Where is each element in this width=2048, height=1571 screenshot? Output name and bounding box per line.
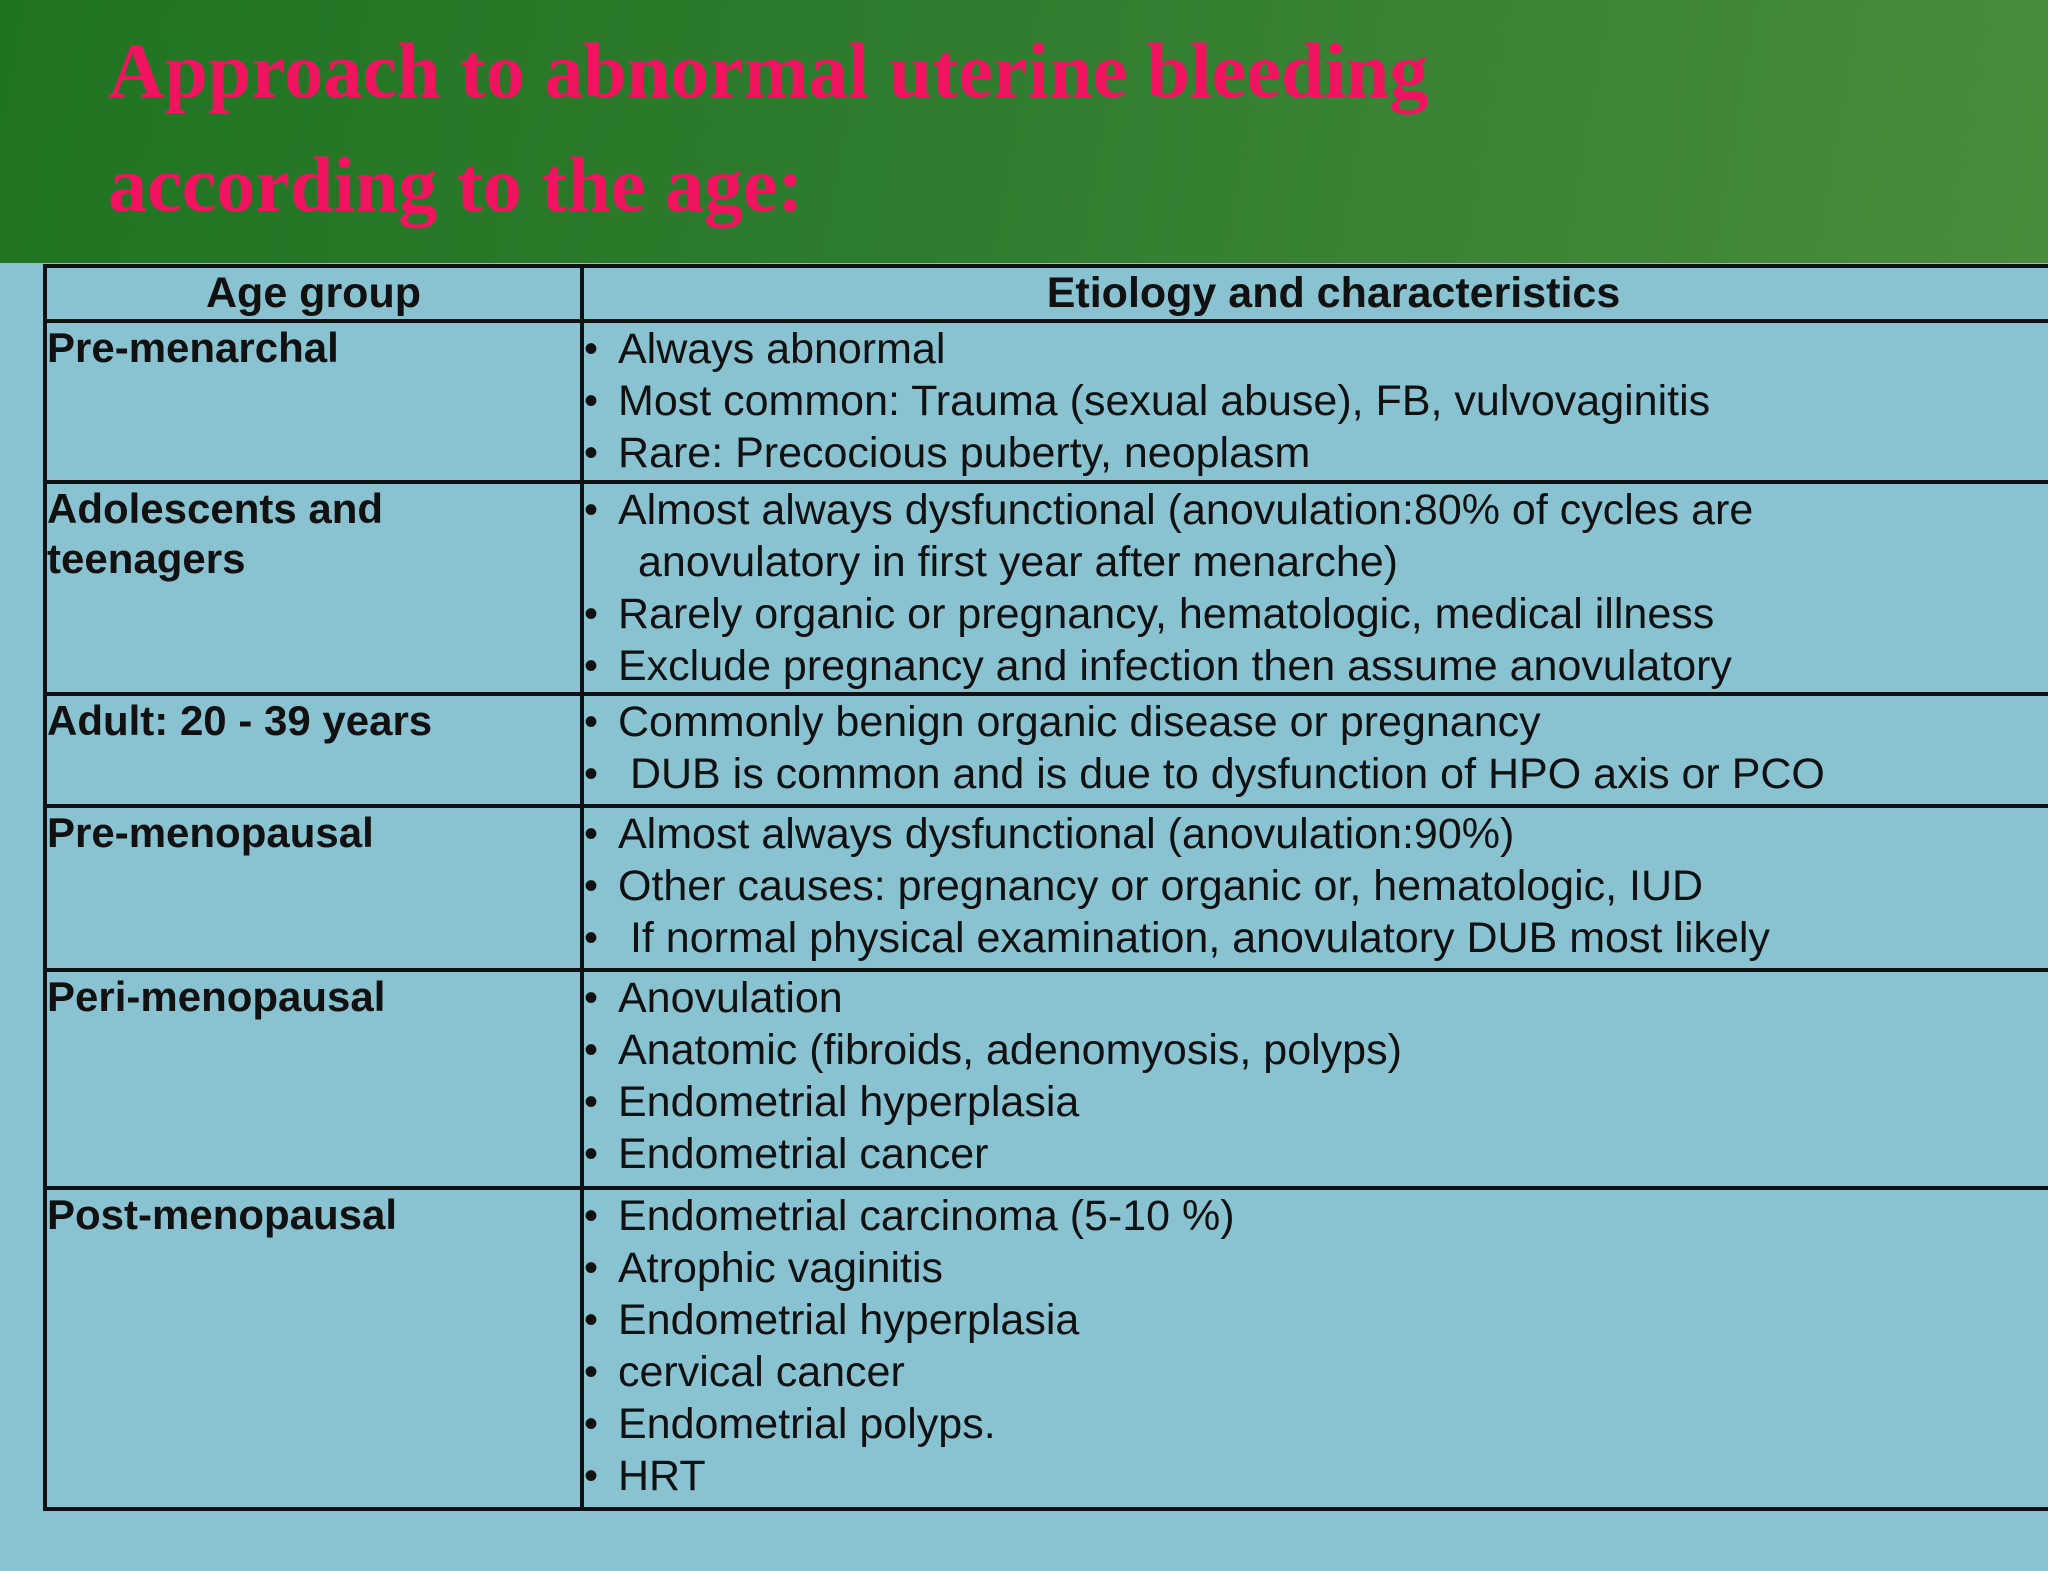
etiology-list (584, 484, 2048, 692)
header-etiology: Etiology and characteristics (582, 266, 2048, 321)
slide-title-line-1: Approach to abnormal uterine bleeding (108, 27, 1429, 114)
list-item: • Exclude pregnancy and infection then assume anovulatory (584, 640, 2048, 692)
list-item: • cervical cancer (584, 1346, 2048, 1398)
age-group-label: Pre-menopausal (47, 809, 374, 856)
age-group-cell (45, 482, 582, 694)
table-row (45, 482, 2048, 694)
age-group-cell (45, 970, 582, 1188)
list-item: • Endometrial polyps. (584, 1398, 2048, 1450)
list-item-text-continued: anovulatory in first year after menarche) (638, 538, 1398, 586)
list-item: • Most common: Trauma (sexual abuse), FB, vulvovaginitis (584, 375, 2048, 427)
etiology-list (584, 808, 2048, 964)
table-row (45, 970, 2048, 1188)
etiology-list (584, 696, 2048, 800)
age-group-label: Peri-menopausal (47, 973, 386, 1020)
table-header-row (45, 266, 2048, 321)
etiology-cell (582, 1188, 2048, 1509)
table-container (43, 264, 2048, 1519)
header-age-group: Age group (45, 266, 582, 321)
age-group-label: Adolescents and (47, 485, 384, 532)
list-item: • Rare: Precocious puberty, neoplasm (584, 427, 2048, 479)
list-item: • Anovulation (584, 972, 2048, 1024)
list-item: • Endometrial carcinoma (5-10 %) (584, 1190, 2048, 1242)
list-item: • Almost always dysfunctional (anovulation:90%) (584, 808, 2048, 860)
etiology-cell (582, 970, 2048, 1188)
age-group-cell (45, 1188, 582, 1509)
age-group-label: Post-menopausal (47, 1191, 398, 1238)
table-row (45, 806, 2048, 970)
etiology-list (584, 1190, 2048, 1502)
list-item: • If normal physical examination, anovulatory DUB most likely (584, 912, 2048, 964)
table-row (45, 1188, 2048, 1509)
age-group-cell (45, 321, 582, 482)
list-item: • Endometrial cancer (584, 1128, 2048, 1180)
table-row (45, 321, 2048, 482)
age-group-cell (45, 806, 582, 970)
age-group-label: Pre-menarchal (47, 324, 339, 371)
aub-age-table (43, 264, 2048, 1511)
list-item: • Commonly benign organic disease or pregnancy (584, 696, 2048, 748)
list-item: • Atrophic vaginitis (584, 1242, 2048, 1294)
list-item: • Endometrial hyperplasia (584, 1076, 2048, 1128)
slide-title-line-2: according to the age: (108, 141, 804, 228)
etiology-cell (582, 694, 2048, 806)
list-item: • Endometrial hyperplasia (584, 1294, 2048, 1346)
age-group-label-continued: teenagers (47, 535, 246, 582)
etiology-list (584, 972, 2048, 1180)
etiology-cell (582, 321, 2048, 482)
age-group-label: Adult: 20 - 39 years (47, 697, 433, 744)
list-item-text: Almost always dysfunctional (anovulation:80% of cycles are (618, 486, 1754, 534)
list-item: • HRT (584, 1450, 2048, 1502)
list-item (584, 484, 2048, 588)
etiology-cell (582, 806, 2048, 970)
age-group-cell (45, 694, 582, 806)
list-item: • Rarely organic or pregnancy, hematologic, medical illness (584, 588, 2048, 640)
etiology-cell (582, 482, 2048, 694)
table-row (45, 694, 2048, 806)
list-item: • Anatomic (fibroids, adenomyosis, polyps) (584, 1024, 2048, 1076)
etiology-list (584, 323, 2048, 479)
slide-title (108, 14, 1428, 242)
list-item: • Other causes: pregnancy or organic or, hematologic, IUD (584, 860, 2048, 912)
list-item: • DUB is common and is due to dysfunction of HPO axis or PCO (584, 748, 2048, 800)
list-item: • Always abnormal (584, 323, 2048, 375)
